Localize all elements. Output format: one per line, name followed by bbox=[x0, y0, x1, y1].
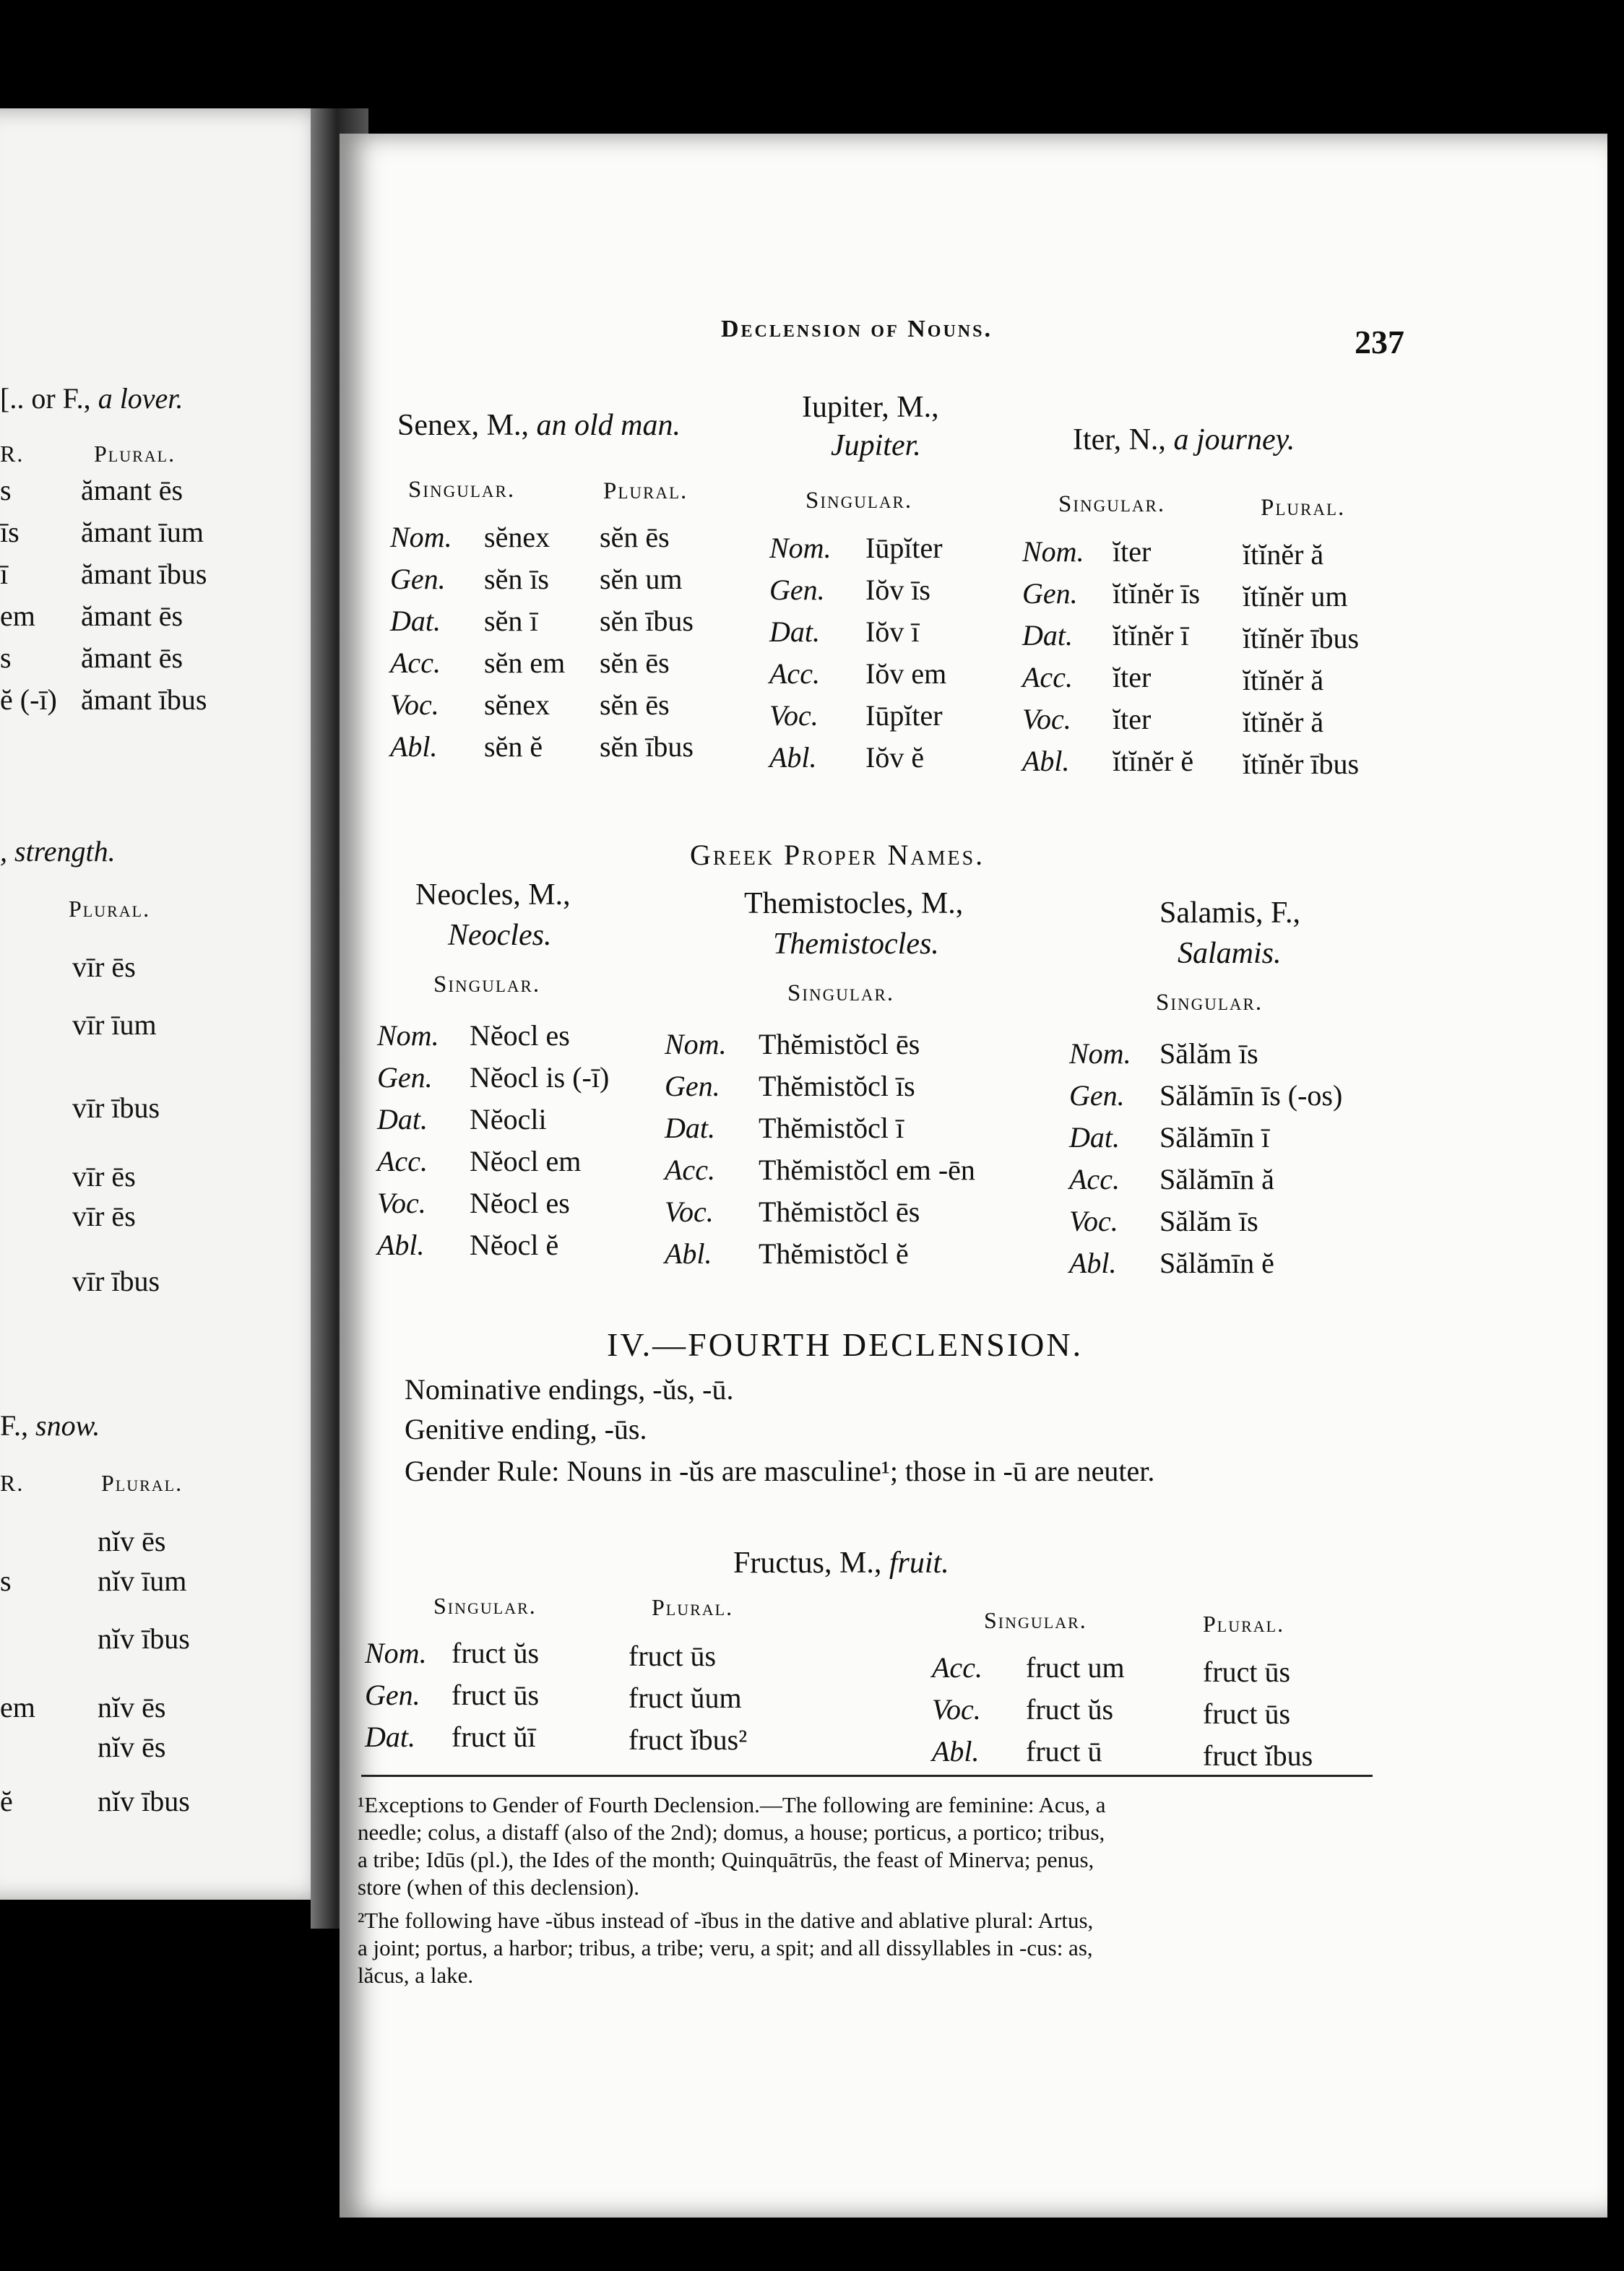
fructus-singular-form: fruct ūs bbox=[452, 1679, 540, 1711]
case-label: Abl. bbox=[377, 1229, 425, 1261]
fructus-singular-form: fruct ŭs bbox=[452, 1637, 540, 1669]
salamis-form: Sălămīn ĕ bbox=[1159, 1247, 1274, 1279]
iter-head-plural: Plural. bbox=[1261, 495, 1346, 521]
fructus-plural-form: fruct ĭbus² bbox=[629, 1723, 748, 1756]
themistocles-form: Thĕmistŏcl ēs bbox=[759, 1195, 920, 1228]
fructus-singular-form: fruct ŭī bbox=[452, 1721, 536, 1753]
neocles-gloss: Neocles. bbox=[448, 919, 552, 952]
themistocles-form: Thĕmistŏcl em -ēn bbox=[759, 1154, 975, 1186]
page-number: 237 bbox=[1355, 324, 1404, 360]
case-label: Voc. bbox=[932, 1693, 981, 1726]
case-label: Acc. bbox=[769, 657, 820, 690]
paradigm-form: nĭv ēs bbox=[98, 1691, 166, 1723]
paradigm-form: vīr ēs bbox=[72, 1200, 136, 1232]
iupiter-head-singular: Singular. bbox=[805, 488, 913, 514]
block3-title: F., snow. bbox=[0, 1409, 100, 1442]
case-label: Gen. bbox=[390, 563, 446, 595]
case-label: Gen. bbox=[769, 574, 825, 606]
paradigm-form: ămant ībus bbox=[81, 683, 207, 716]
footnote-2-line: ²The following have -ŭbus instead of -ĭbus in the dative and ablative plural: Artus, bbox=[358, 1908, 1094, 1933]
paradigm-ending: em bbox=[0, 600, 35, 632]
salamis-form: Sălăm īs bbox=[1159, 1205, 1258, 1237]
neocles-form: Nĕocl es bbox=[470, 1019, 570, 1052]
footnote-1-line: needle; colus, a distaff (also of the 2nd); domus, a house; porticus, a portico; tribus, bbox=[358, 1820, 1105, 1845]
case-label: Acc. bbox=[932, 1651, 982, 1684]
salamis-form: Sălămīn ă bbox=[1159, 1163, 1274, 1195]
paradigm-form: vīr ēs bbox=[72, 1160, 136, 1193]
left-page bbox=[0, 108, 340, 1900]
case-label: Gen. bbox=[1069, 1079, 1125, 1112]
paradigm-form: nĭv ībus bbox=[98, 1785, 190, 1817]
case-label: Abl. bbox=[1069, 1247, 1117, 1279]
themistocles-form: Thĕmistŏcl ĕ bbox=[759, 1237, 909, 1270]
iter-plural-form: ĭtĭnĕr ībus bbox=[1243, 622, 1360, 654]
case-label: Acc. bbox=[665, 1154, 715, 1186]
iupiter-singular-form: Iūpĭter bbox=[865, 699, 943, 732]
senex-plural-form: sĕn ēs bbox=[600, 646, 670, 679]
iupiter-singular-form: Iŏv ĕ bbox=[865, 741, 925, 774]
case-label: Acc. bbox=[1022, 661, 1073, 693]
paradigm-form: ămant ībus bbox=[81, 558, 207, 590]
nominative-endings: Nominative endings, -ŭs, -ū. bbox=[405, 1373, 734, 1406]
themistocles-title: Themistocles, M., bbox=[744, 887, 964, 920]
case-label: Voc. bbox=[665, 1195, 714, 1228]
footnote-rule bbox=[361, 1775, 1373, 1777]
salamis-gloss: Salamis. bbox=[1178, 937, 1282, 970]
themistocles-form: Thĕmistŏcl ēs bbox=[759, 1028, 920, 1060]
iter-singular-form: ĭter bbox=[1113, 535, 1152, 568]
fructus-singular-form: fruct um bbox=[1026, 1651, 1125, 1684]
case-label: Dat. bbox=[769, 615, 820, 648]
block2-head-plural: Plural. bbox=[69, 896, 151, 922]
case-label: Abl. bbox=[769, 741, 817, 774]
salamis-form: Sălăm īs bbox=[1159, 1037, 1258, 1070]
case-label: Gen. bbox=[665, 1070, 720, 1102]
case-label: Nom. bbox=[365, 1637, 427, 1669]
case-label: Dat. bbox=[390, 605, 441, 637]
fructus-plural-form: fruct ūs bbox=[1203, 1697, 1291, 1730]
fructus-head-plural-2: Plural. bbox=[1203, 1611, 1285, 1637]
iter-singular-form: ĭter bbox=[1113, 661, 1152, 693]
block2-title: , strength. bbox=[0, 835, 116, 868]
themistocles-form: Thĕmistŏcl ī bbox=[759, 1112, 904, 1144]
iter-singular-form: ĭtĭnĕr ĕ bbox=[1113, 745, 1194, 777]
footnote-2 bbox=[358, 1907, 1093, 1989]
neocles-form: Nĕocl ĕ bbox=[470, 1229, 559, 1261]
salamis-form: Sălămīn īs (-os) bbox=[1159, 1079, 1343, 1112]
paradigm-form: nĭv īum bbox=[98, 1565, 187, 1597]
case-label: Voc. bbox=[390, 688, 439, 721]
senex-plural-form: sĕn um bbox=[600, 563, 683, 595]
iupiter-singular-form: Iūpĭter bbox=[865, 532, 943, 564]
case-label: Abl. bbox=[932, 1735, 980, 1768]
iter-title: Iter, N., a journey. bbox=[1073, 423, 1295, 457]
case-label: Acc. bbox=[390, 646, 441, 679]
paradigm-form: nĭv ībus bbox=[98, 1622, 190, 1655]
footnote-2-line: lăcus, a lake. bbox=[358, 1963, 474, 1988]
footnote-2-line: a joint; portus, a harbor; tribus, a tribe; veru, a spit; and all dissyllables in -cus: as, bbox=[358, 1935, 1093, 1960]
senex-singular-form: sĕn em bbox=[484, 646, 566, 679]
case-label: Gen. bbox=[1022, 577, 1078, 610]
paradigm-ending: s bbox=[0, 1565, 12, 1597]
iupiter-title: Iupiter, M., bbox=[802, 391, 939, 424]
senex-singular-form: sĕn ĕ bbox=[484, 730, 543, 763]
neocles-form: Nĕocl is (-ī) bbox=[470, 1061, 610, 1094]
fructus-head-singular-1: Singular. bbox=[433, 1593, 537, 1619]
themistocles-head-singular: Singular. bbox=[787, 980, 895, 1006]
case-label: Acc. bbox=[1069, 1163, 1120, 1195]
iter-plural-form: ĭtĭnĕr ă bbox=[1243, 706, 1324, 738]
case-label: Abl. bbox=[665, 1237, 712, 1270]
case-label: Abl. bbox=[1022, 745, 1070, 777]
iupiter-singular-form: Iŏv īs bbox=[865, 574, 930, 606]
case-label: Nom. bbox=[665, 1028, 727, 1060]
senex-singular-form: sĕn īs bbox=[484, 563, 549, 595]
case-label: Dat. bbox=[665, 1112, 715, 1144]
case-label: Dat. bbox=[1069, 1121, 1120, 1154]
genitive-ending: Genitive ending, -ūs. bbox=[405, 1413, 647, 1445]
fructus-plural-form: fruct ūs bbox=[629, 1640, 717, 1672]
fructus-singular-form: fruct ū bbox=[1026, 1735, 1102, 1768]
block1-head-plural: Plural. bbox=[94, 441, 176, 467]
senex-plural-form: sĕn ēs bbox=[600, 521, 670, 553]
fourth-declension-heading: IV.—FOURTH DECLENSION. bbox=[607, 1326, 1084, 1363]
paradigm-form: ămant ēs bbox=[81, 641, 183, 674]
case-label: Voc. bbox=[377, 1187, 426, 1219]
greek-heading: Greek Proper Names. bbox=[690, 839, 985, 871]
iter-head-singular: Singular. bbox=[1058, 491, 1166, 517]
themistocles-gloss: Themistocles. bbox=[773, 927, 939, 961]
case-label: Nom. bbox=[1022, 535, 1084, 568]
paradigm-form: nĭv ēs bbox=[98, 1731, 166, 1763]
paradigm-form: vīr īum bbox=[72, 1008, 157, 1041]
case-label: Dat. bbox=[1022, 619, 1073, 652]
iter-plural-form: ĭtĭnĕr ă bbox=[1243, 538, 1324, 571]
case-label: Nom. bbox=[1069, 1037, 1131, 1070]
block1-head-singular: R. bbox=[0, 441, 25, 467]
fructus-head-singular-2: Singular. bbox=[984, 1607, 1087, 1633]
themistocles-form: Thĕmistŏcl īs bbox=[759, 1070, 915, 1102]
case-label: Acc. bbox=[377, 1145, 428, 1177]
block3-head-singular: R. bbox=[0, 1470, 25, 1496]
paradigm-ending: īs bbox=[0, 516, 20, 548]
paradigm-ending: ĕ (-ī) bbox=[0, 683, 57, 716]
iter-singular-form: ĭtĭnĕr ī bbox=[1113, 619, 1189, 652]
paradigm-ending: ī bbox=[0, 558, 9, 590]
paradigm-ending: em bbox=[0, 1691, 35, 1723]
iter-plural-form: ĭtĭnĕr ībus bbox=[1243, 748, 1360, 780]
fructus-singular-form: fruct ŭs bbox=[1026, 1693, 1114, 1726]
footnote-1-line: a tribe; Idūs (pl.), the Ides of the month; Quinquātrūs, the feast of Minerva; penus, bbox=[358, 1847, 1094, 1872]
footnote-1-line: ¹Exceptions to Gender of Fourth Declension.—The following are feminine: Acus, a bbox=[358, 1792, 1106, 1817]
salamis-form: Sălămīn ī bbox=[1159, 1121, 1270, 1154]
fructus-plural-form: fruct ĭbus bbox=[1203, 1739, 1313, 1772]
case-label: Gen. bbox=[377, 1061, 433, 1094]
case-label: Gen. bbox=[365, 1679, 420, 1711]
footnote-1-line: store (when of this declension). bbox=[358, 1874, 639, 1900]
right-page bbox=[340, 134, 1607, 2218]
paradigm-form: nĭv ēs bbox=[98, 1525, 166, 1557]
iupiter-gloss: Jupiter. bbox=[831, 429, 921, 462]
iter-plural-form: ĭtĭnĕr ă bbox=[1243, 664, 1324, 696]
paradigm-form: vīr ībus bbox=[72, 1091, 160, 1124]
footnote-1 bbox=[358, 1791, 1105, 1901]
paradigm-ending: s bbox=[0, 641, 12, 674]
fructus-plural-form: fruct ŭum bbox=[629, 1682, 742, 1714]
paradigm-form: vīr ēs bbox=[72, 951, 136, 983]
case-label: Dat. bbox=[365, 1721, 415, 1753]
iupiter-singular-form: Iŏv em bbox=[865, 657, 947, 690]
case-label: Nom. bbox=[390, 521, 452, 553]
iter-plural-form: ĭtĭnĕr um bbox=[1243, 580, 1348, 613]
fructus-plural-form: fruct ūs bbox=[1203, 1656, 1291, 1688]
senex-head-plural: Plural. bbox=[603, 478, 688, 504]
iter-singular-form: ĭter bbox=[1113, 703, 1152, 735]
salamis-head-singular: Singular. bbox=[1156, 990, 1264, 1016]
paradigm-ending: ĕ bbox=[0, 1785, 13, 1817]
block3-head-plural: Plural. bbox=[101, 1470, 183, 1496]
fructus-title: Fructus, M., fruit. bbox=[733, 1547, 949, 1580]
case-label: Voc. bbox=[1069, 1205, 1118, 1237]
senex-singular-form: sĕnex bbox=[484, 521, 550, 553]
neocles-form: Nĕocli bbox=[470, 1103, 547, 1136]
iter-singular-form: ĭtĭnĕr īs bbox=[1113, 577, 1201, 610]
iupiter-singular-form: Iŏv ī bbox=[865, 615, 920, 648]
neocles-title: Neocles, M., bbox=[415, 878, 571, 912]
case-label: Nom. bbox=[769, 532, 832, 564]
case-label: Voc. bbox=[769, 699, 819, 732]
case-label: Voc. bbox=[1022, 703, 1071, 735]
neocles-form: Nĕocl es bbox=[470, 1187, 570, 1219]
case-label: Nom. bbox=[377, 1019, 439, 1052]
senex-plural-form: sĕn ībus bbox=[600, 730, 694, 763]
senex-plural-form: sĕn ībus bbox=[600, 605, 694, 637]
senex-head-singular: Singular. bbox=[408, 477, 516, 503]
paradigm-ending: s bbox=[0, 474, 12, 506]
neocles-form: Nĕocl em bbox=[470, 1145, 582, 1177]
block1-title: [.. or F., a lover. bbox=[0, 382, 183, 415]
case-label: Abl. bbox=[390, 730, 438, 763]
salamis-title: Salamis, F., bbox=[1159, 896, 1300, 930]
paradigm-form: vīr ībus bbox=[72, 1265, 160, 1297]
running-title: Declension of Nouns. bbox=[721, 316, 993, 342]
paradigm-form: ămant ēs bbox=[81, 474, 183, 506]
senex-singular-form: sĕn ī bbox=[484, 605, 538, 637]
senex-plural-form: sĕn ēs bbox=[600, 688, 670, 721]
case-label: Dat. bbox=[377, 1103, 428, 1136]
gender-rule: Gender Rule: Nouns in -ŭs are masculine¹; those in -ū are neuter. bbox=[405, 1455, 1155, 1487]
neocles-head-singular: Singular. bbox=[433, 972, 541, 998]
paradigm-form: ămant īum bbox=[81, 516, 204, 548]
senex-singular-form: sĕnex bbox=[484, 688, 550, 721]
senex-title: Senex, M., an old man. bbox=[397, 409, 681, 442]
fructus-head-plural-1: Plural. bbox=[652, 1594, 734, 1620]
paradigm-form: ămant ēs bbox=[81, 600, 183, 632]
